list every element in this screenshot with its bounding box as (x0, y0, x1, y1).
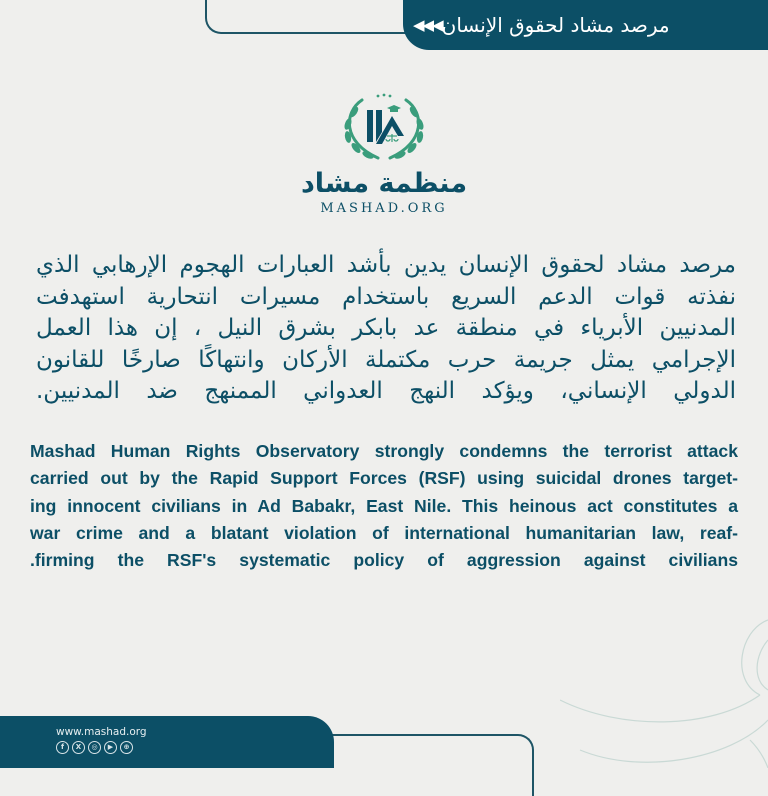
statement-line: مرصد مشاد لحقوق الإنسان يدين بأشد العبارات الهجوم الإرهابي الذي (36, 252, 736, 278)
statement-line: .firming the RSF's systematic policy of aggression against civilians (30, 550, 738, 571)
statement-line: carried out by the Rapid Support Forces (RSF) using suicidal drones target- (30, 468, 738, 489)
website-globe-icon[interactable]: ⊕ (120, 741, 133, 754)
header-banner (403, 0, 768, 50)
instagram-icon[interactable]: ◎ (88, 741, 101, 754)
arrow-icon: ◀ (432, 16, 442, 34)
statement-line: المدنيين الأبرياء في منطقة عد بابكر بشرق النيل ، إن هذا العمل (36, 315, 736, 341)
arrow-icon: ◀ (422, 16, 433, 34)
org-domain: MASHAD.ORG (320, 201, 448, 216)
statement-line: ing innocent civilians in Ad Babakr, East Nile. This heinous act constitutes a (30, 495, 738, 516)
x-icon[interactable]: X (72, 741, 85, 754)
social-links (56, 741, 133, 754)
facebook-icon[interactable]: f (56, 741, 69, 754)
statement-line: الإجرامي يمثل جريمة حرب مكتملة الأركان وانتهاكًا صارخًا للقانون (36, 346, 736, 373)
statement-line: الدولي الإنساني، ويؤكد النهج العدواني الممنهج ضد المدنيين. (36, 378, 736, 404)
website-link[interactable]: www.mashad.org (56, 726, 147, 738)
statement-arabic (36, 250, 736, 408)
triple-left-arrow-icon (413, 16, 442, 34)
footer-banner (0, 716, 334, 768)
decorative-watermark-curves (560, 600, 768, 768)
statement-line: Mashad Human Rights Observatory strongly condemns the terrorist attack (30, 441, 738, 461)
arrow-icon: ◀ (413, 16, 423, 34)
statement-english (30, 438, 738, 574)
youtube-icon[interactable]: ▶ (104, 741, 117, 754)
mashad-laurel-logo-icon (334, 92, 434, 164)
header-title: مرصد مشاد لحقوق الإنسان (441, 13, 670, 37)
footer-outline-decoration (310, 734, 534, 796)
statement-line: نفذته قوات الدعم السريع باستخدام مسيرات انتحارية استهدفت (36, 283, 736, 310)
statement-line: war crime and a blatant violation of international humanitarian law, reaf- (30, 522, 738, 543)
org-name-arabic: منظمة مشاد (300, 168, 468, 199)
